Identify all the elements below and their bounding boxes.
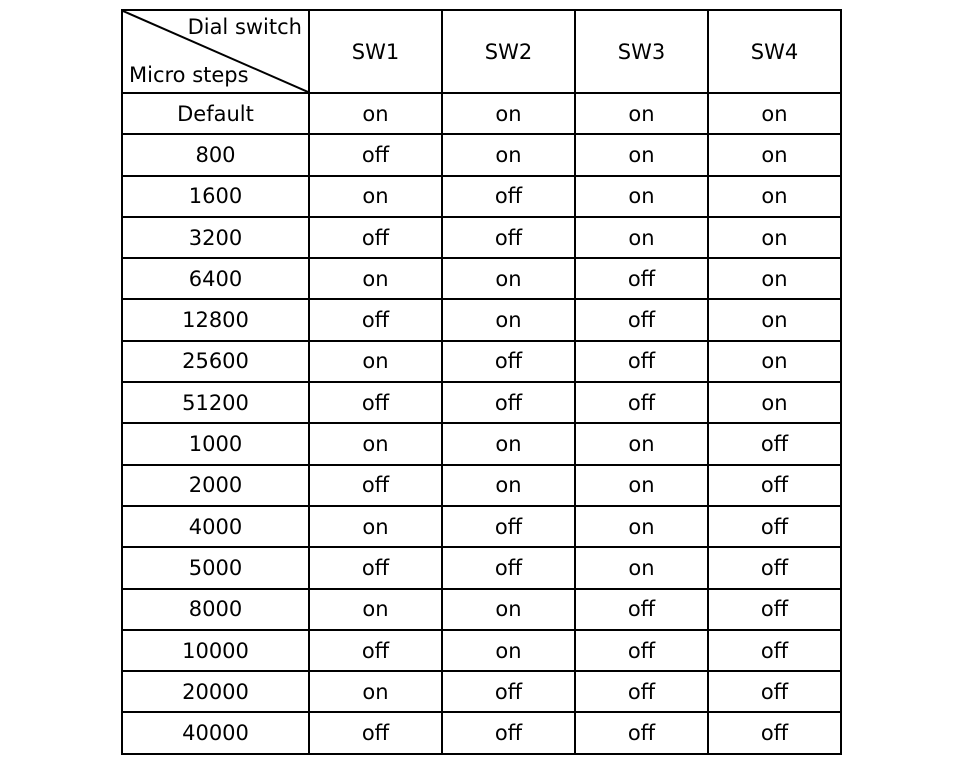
sw1-state-cell: off: [309, 547, 442, 588]
micro-steps-cell: 25600: [122, 341, 309, 382]
table-row: [122, 423, 841, 464]
sw3-state-cell: on: [575, 134, 708, 175]
sw2-state-cell: off: [442, 506, 575, 547]
sw2-state-cell: off: [442, 176, 575, 217]
sw3-state-cell: on: [575, 93, 708, 134]
table-row: [122, 258, 841, 299]
micro-steps-label: Micro steps: [129, 63, 249, 87]
table-row: [122, 630, 841, 671]
micro-steps-cell: 51200: [122, 382, 309, 423]
sw1-state-cell: on: [309, 506, 442, 547]
micro-steps-cell: 4000: [122, 506, 309, 547]
sw2-state-cell: off: [442, 382, 575, 423]
sw3-state-cell: off: [575, 299, 708, 340]
table-row: [122, 589, 841, 630]
sw4-state-cell: off: [708, 712, 841, 753]
sw4-state-cell: off: [708, 465, 841, 506]
sw3-state-cell: off: [575, 589, 708, 630]
micro-steps-cell: 40000: [122, 712, 309, 753]
column-header-sw3: SW3: [575, 10, 708, 93]
sw2-state-cell: on: [442, 258, 575, 299]
micro-steps-cell: 800: [122, 134, 309, 175]
sw3-state-cell: off: [575, 671, 708, 712]
table-body: [122, 93, 841, 754]
micro-steps-cell: 1600: [122, 176, 309, 217]
sw3-state-cell: off: [575, 341, 708, 382]
sw1-state-cell: off: [309, 465, 442, 506]
table-row: [122, 382, 841, 423]
micro-steps-cell: Default: [122, 93, 309, 134]
sw4-state-cell: off: [708, 589, 841, 630]
table-row: [122, 299, 841, 340]
sw2-state-cell: off: [442, 217, 575, 258]
sw4-state-cell: on: [708, 258, 841, 299]
sw4-state-cell: on: [708, 299, 841, 340]
sw1-state-cell: on: [309, 93, 442, 134]
sw3-state-cell: on: [575, 176, 708, 217]
sw4-state-cell: off: [708, 671, 841, 712]
micro-steps-cell: 12800: [122, 299, 309, 340]
column-header-sw1: SW1: [309, 10, 442, 93]
dial-switch-table: [121, 9, 842, 755]
sw2-state-cell: on: [442, 134, 575, 175]
sw2-state-cell: off: [442, 547, 575, 588]
sw2-state-cell: on: [442, 299, 575, 340]
sw2-state-cell: on: [442, 423, 575, 464]
dial-switch-label: Dial switch: [187, 15, 302, 39]
sw1-state-cell: on: [309, 341, 442, 382]
header-row: [122, 10, 841, 93]
sw1-state-cell: on: [309, 423, 442, 464]
sw4-state-cell: on: [708, 134, 841, 175]
sw2-state-cell: on: [442, 589, 575, 630]
table-row: [122, 93, 841, 134]
micro-steps-cell: 3200: [122, 217, 309, 258]
sw1-state-cell: on: [309, 589, 442, 630]
micro-steps-cell: 20000: [122, 671, 309, 712]
sw1-state-cell: off: [309, 382, 442, 423]
micro-steps-cell: 5000: [122, 547, 309, 588]
table-row: [122, 176, 841, 217]
sw4-state-cell: off: [708, 506, 841, 547]
table-row: [122, 217, 841, 258]
micro-steps-cell: 6400: [122, 258, 309, 299]
micro-steps-cell: 10000: [122, 630, 309, 671]
table-row: [122, 712, 841, 753]
sw4-state-cell: off: [708, 630, 841, 671]
sw1-state-cell: off: [309, 217, 442, 258]
sw1-state-cell: on: [309, 258, 442, 299]
sw4-state-cell: on: [708, 93, 841, 134]
sw4-state-cell: off: [708, 423, 841, 464]
sw4-state-cell: on: [708, 176, 841, 217]
sw4-state-cell: off: [708, 547, 841, 588]
sw4-state-cell: on: [708, 341, 841, 382]
sw3-state-cell: on: [575, 547, 708, 588]
table-row: [122, 671, 841, 712]
sw3-state-cell: on: [575, 423, 708, 464]
sw1-state-cell: off: [309, 134, 442, 175]
table-row: [122, 341, 841, 382]
table-row: [122, 547, 841, 588]
sw3-state-cell: off: [575, 382, 708, 423]
sw2-state-cell: on: [442, 93, 575, 134]
sw1-state-cell: off: [309, 299, 442, 340]
micro-steps-cell: 2000: [122, 465, 309, 506]
sw2-state-cell: on: [442, 630, 575, 671]
sw3-state-cell: off: [575, 630, 708, 671]
sw4-state-cell: on: [708, 217, 841, 258]
sw2-state-cell: off: [442, 341, 575, 382]
sw1-state-cell: on: [309, 671, 442, 712]
micro-steps-cell: 8000: [122, 589, 309, 630]
sw1-state-cell: on: [309, 176, 442, 217]
column-header-sw2: SW2: [442, 10, 575, 93]
sw3-state-cell: off: [575, 258, 708, 299]
sw2-state-cell: off: [442, 671, 575, 712]
micro-steps-cell: 1000: [122, 423, 309, 464]
sw3-state-cell: off: [575, 712, 708, 753]
sw1-state-cell: off: [309, 630, 442, 671]
sw3-state-cell: on: [575, 506, 708, 547]
dial-switch-table-container: [121, 9, 840, 753]
sw2-state-cell: off: [442, 712, 575, 753]
table-row: [122, 134, 841, 175]
column-header-sw4: SW4: [708, 10, 841, 93]
table-row: [122, 506, 841, 547]
sw2-state-cell: on: [442, 465, 575, 506]
corner-header-cell: [122, 10, 309, 93]
sw4-state-cell: on: [708, 382, 841, 423]
sw3-state-cell: on: [575, 465, 708, 506]
sw3-state-cell: on: [575, 217, 708, 258]
sw1-state-cell: off: [309, 712, 442, 753]
table-row: [122, 465, 841, 506]
